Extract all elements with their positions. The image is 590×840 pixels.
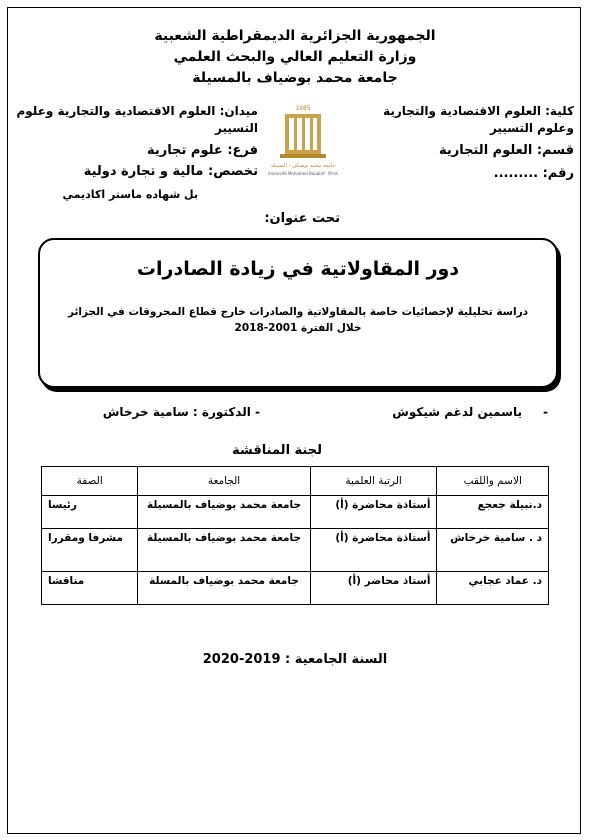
under-title-label: تحت عنوان: <box>264 211 340 226</box>
field-label: ميدان: العلوم الاقتصادية والتجارية وعلوم التسيير <box>16 104 258 135</box>
jury-table <box>41 466 549 605</box>
col-header-university: الجامعة <box>138 467 310 496</box>
thesis-title: دور المقاولاتية في زيادة الصادرات <box>136 258 460 280</box>
student-dash: - <box>543 405 548 419</box>
student-name: ياسمين لدغم شيكوش <box>392 405 522 419</box>
cell-role: مشرفا ومقررا <box>42 529 138 572</box>
cell-rank: أستاذ محاضر (أ) <box>310 572 437 605</box>
thesis-subtitle: دراسة تحليلية لإحصائيات خاصة بالمقاولاتية والصادرات خارج قطاع المحروقات في الجزائر خلال الفترة 2001-2018 <box>67 306 529 334</box>
table-row <box>42 572 549 605</box>
svg-text:جامعة محمد بوضياف - المسيلة: جامعة محمد بوضياف - المسيلة <box>270 163 336 169</box>
header-republic: الجمهورية الجزائرية الديمقراطية الشعبية <box>154 28 436 44</box>
cell-rank: أستاذة محاضرة (أ) <box>310 529 437 572</box>
number-label: رقم: ......... <box>493 166 574 181</box>
col-header-rank: الرتبة العلمية <box>310 467 437 496</box>
cell-university: جامعة محمد بوضياف بالمسيلة <box>138 496 310 529</box>
header-university: جامعة محمد بوضياف بالمسيلة <box>192 70 398 86</box>
cell-name: د.نبيلة جعجع <box>437 496 549 529</box>
thesis-title-box <box>38 238 558 388</box>
supervisor-name: - الدكتورة : سامية خرخاش <box>102 405 260 419</box>
department-label: قسم: العلوم التجارية <box>439 143 574 158</box>
cell-name: د. عماد عجابي <box>437 572 549 605</box>
cell-university: جامعة محمد بوضياف بالمسلة <box>138 572 310 605</box>
committee-title: لجنة المناقشة <box>232 443 322 458</box>
col-header-role: الصفة <box>42 467 138 496</box>
svg-text:1985: 1985 <box>295 105 311 112</box>
academic-year: السنة الجامعية : 2019-2020 <box>202 652 388 667</box>
faculty-label: كلية: العلوم الاقتصادية والتجارية وعلوم التسيير <box>383 104 574 135</box>
degree-label: بل شهاده ماستر اكاديمي <box>62 188 198 201</box>
col-header-name: الاسم واللقب <box>437 467 549 496</box>
table-row <box>42 529 549 572</box>
branch-label: فرع: علوم تجارية <box>147 143 258 158</box>
svg-text:Université Mohamed Boudiaf - M: Université Mohamed Boudiaf - M'sila <box>268 171 338 176</box>
table-row <box>42 496 549 529</box>
cell-rank: أستاذة محاضرة (أ) <box>310 496 437 529</box>
specialty-label: تخصص: مالية و تجارة دولية <box>83 164 258 179</box>
cell-role: مناقشا <box>42 572 138 605</box>
cell-university: جامعة محمد بوضياف بالمسيلة <box>138 529 310 572</box>
cell-name: د . سامية خرخاش <box>437 529 549 572</box>
cell-role: رئيسا <box>42 496 138 529</box>
university-logo <box>268 102 338 178</box>
jury-table-header-row <box>42 467 549 496</box>
header-ministry: وزارة التعليم العالي والبحث العلمي <box>173 49 417 65</box>
